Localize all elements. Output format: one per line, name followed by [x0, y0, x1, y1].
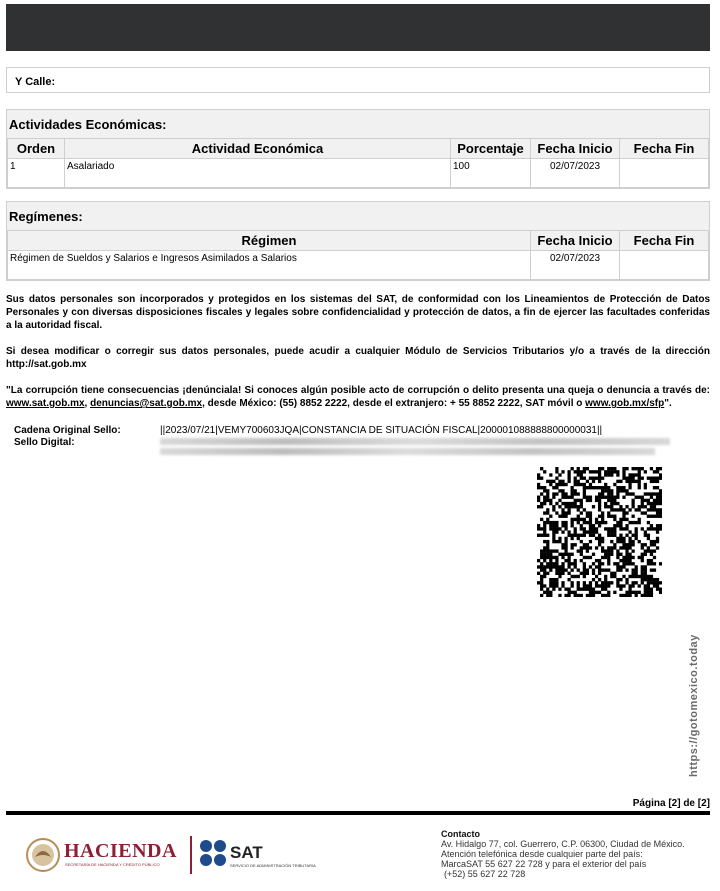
- contact-address: Av. Hidalgo 77, col. Guerrero, C.P. 06300, Ciudad de México.: [441, 839, 685, 849]
- sfp-link[interactable]: www.gob.mx/sfp: [585, 398, 665, 409]
- corruption-text-a: "La corrupción tiene consecuencias ¡denúnciala! Si conoces algún posible acto de corrupción o delito presenta una queja o denuncia a través de:: [6, 385, 710, 396]
- hacienda-subtitle: SECRETARÍA DE HACIENDA Y CRÉDITO PÚBLICO: [65, 862, 160, 867]
- eagle-seal-icon: [25, 837, 61, 873]
- privacy-paragraph: Sus datos personales son incorporados y protegidos en los sistemas del SAT, de conformidad con los Lineamientos de Protección de Datos Personales y con diversas disposiciones fiscales y legales sobre confidencialidad y protección de datos, a fin de ejercer las facultades conferidas a la autoridad fiscal.: [6, 294, 710, 331]
- regimenes-table: [7, 230, 709, 280]
- modify-data-paragraph: Si desea modificar o corregir sus datos personales, puede acudir a cualquier Módulo de Servicios Tributarios y/o a través de la dirección http://sat.gob.mx: [6, 346, 710, 370]
- sat-subtitle: SERVICIO DE ADMINISTRACIÓN TRIBUTARIA: [230, 863, 316, 868]
- logo-divider: [190, 836, 192, 874]
- contact-phone-label: Atención telefónica desde cualquier parte del país:: [441, 849, 643, 859]
- corruption-text-b: ,: [84, 398, 91, 409]
- actividades-table: [7, 138, 709, 188]
- col-fecha-inicio: Fecha Inicio: [531, 231, 620, 251]
- cell-fecha-inicio: 02/07/2023: [531, 251, 620, 280]
- corruption-text-d: ".: [664, 398, 672, 409]
- qr-code: [537, 467, 662, 597]
- contact-title: Contacto: [441, 829, 480, 839]
- cell-regimen: Régimen de Sueldos y Salarios e Ingresos Asimilados a Salarios: [8, 251, 531, 280]
- cell-fecha-fin: [620, 159, 709, 188]
- sat-wordmark: SAT: [230, 843, 263, 862]
- calle-label: Y Calle:: [15, 76, 56, 88]
- cell-fecha-fin: [620, 251, 709, 280]
- calle-field: [6, 67, 710, 93]
- actividades-section: [6, 109, 710, 189]
- cadena-original-label: Cadena Original Sello:: [14, 425, 121, 436]
- footer-divider: [6, 811, 710, 815]
- col-fecha-fin: Fecha Fin: [620, 231, 709, 251]
- col-orden: Orden: [8, 139, 65, 159]
- regimenes-section: [6, 201, 710, 281]
- col-regimen: Régimen: [8, 231, 531, 251]
- regimenes-title: Regímenes:: [7, 202, 709, 230]
- denuncias-email-link[interactable]: denuncias@sat.gob.mx: [90, 398, 203, 409]
- cell-fecha-inicio: 02/07/2023: [531, 159, 620, 188]
- corruption-text-c: , desde México: (55) 8852 2222, desde el extranjero: + 55 8852 2222, SAT móvil o: [202, 398, 586, 409]
- col-actividad: Actividad Económica: [65, 139, 451, 159]
- table-row: [8, 251, 709, 280]
- page-number: Página [2] de [2]: [632, 798, 710, 809]
- contact-intl-phone: (+52) 55 627 22 728: [444, 869, 526, 879]
- watermark-text: https://gotomexico.today: [688, 634, 700, 777]
- sat-link[interactable]: www.sat.gob.mx: [6, 398, 85, 409]
- watermark: [684, 636, 704, 786]
- col-porcentaje: Porcentaje: [451, 139, 531, 159]
- sello-digital-blurred: [160, 438, 670, 455]
- sat-dots-icon: [199, 839, 227, 867]
- sello-digital-label: Sello Digital:: [14, 437, 75, 448]
- actividades-title: Actividades Económicas:: [7, 110, 709, 138]
- hacienda-wordmark: HACIENDA: [64, 840, 177, 862]
- col-fecha-fin: Fecha Fin: [620, 139, 709, 159]
- cell-actividad: Asalariado: [65, 159, 451, 188]
- table-header-row: [8, 139, 709, 159]
- contact-marcasat: MarcaSAT 55 627 22 728 y para el exterior del país: [441, 859, 647, 869]
- cadena-original-value: ||2023/07/21|VEMY700603JQA|CONSTANCIA DE SITUACIÓN FISCAL|200001088888800000031||: [160, 425, 603, 436]
- corruption-paragraph: [6, 384, 710, 410]
- hacienda-logo: [25, 835, 190, 875]
- contact-block: [441, 829, 711, 879]
- cell-porcentaje: 100: [451, 159, 531, 188]
- header-bar: [6, 4, 710, 51]
- table-row: [8, 159, 709, 188]
- table-header-row: [8, 231, 709, 251]
- cell-orden: 1: [8, 159, 65, 188]
- col-fecha-inicio: Fecha Inicio: [531, 139, 620, 159]
- sat-logo: [199, 839, 339, 875]
